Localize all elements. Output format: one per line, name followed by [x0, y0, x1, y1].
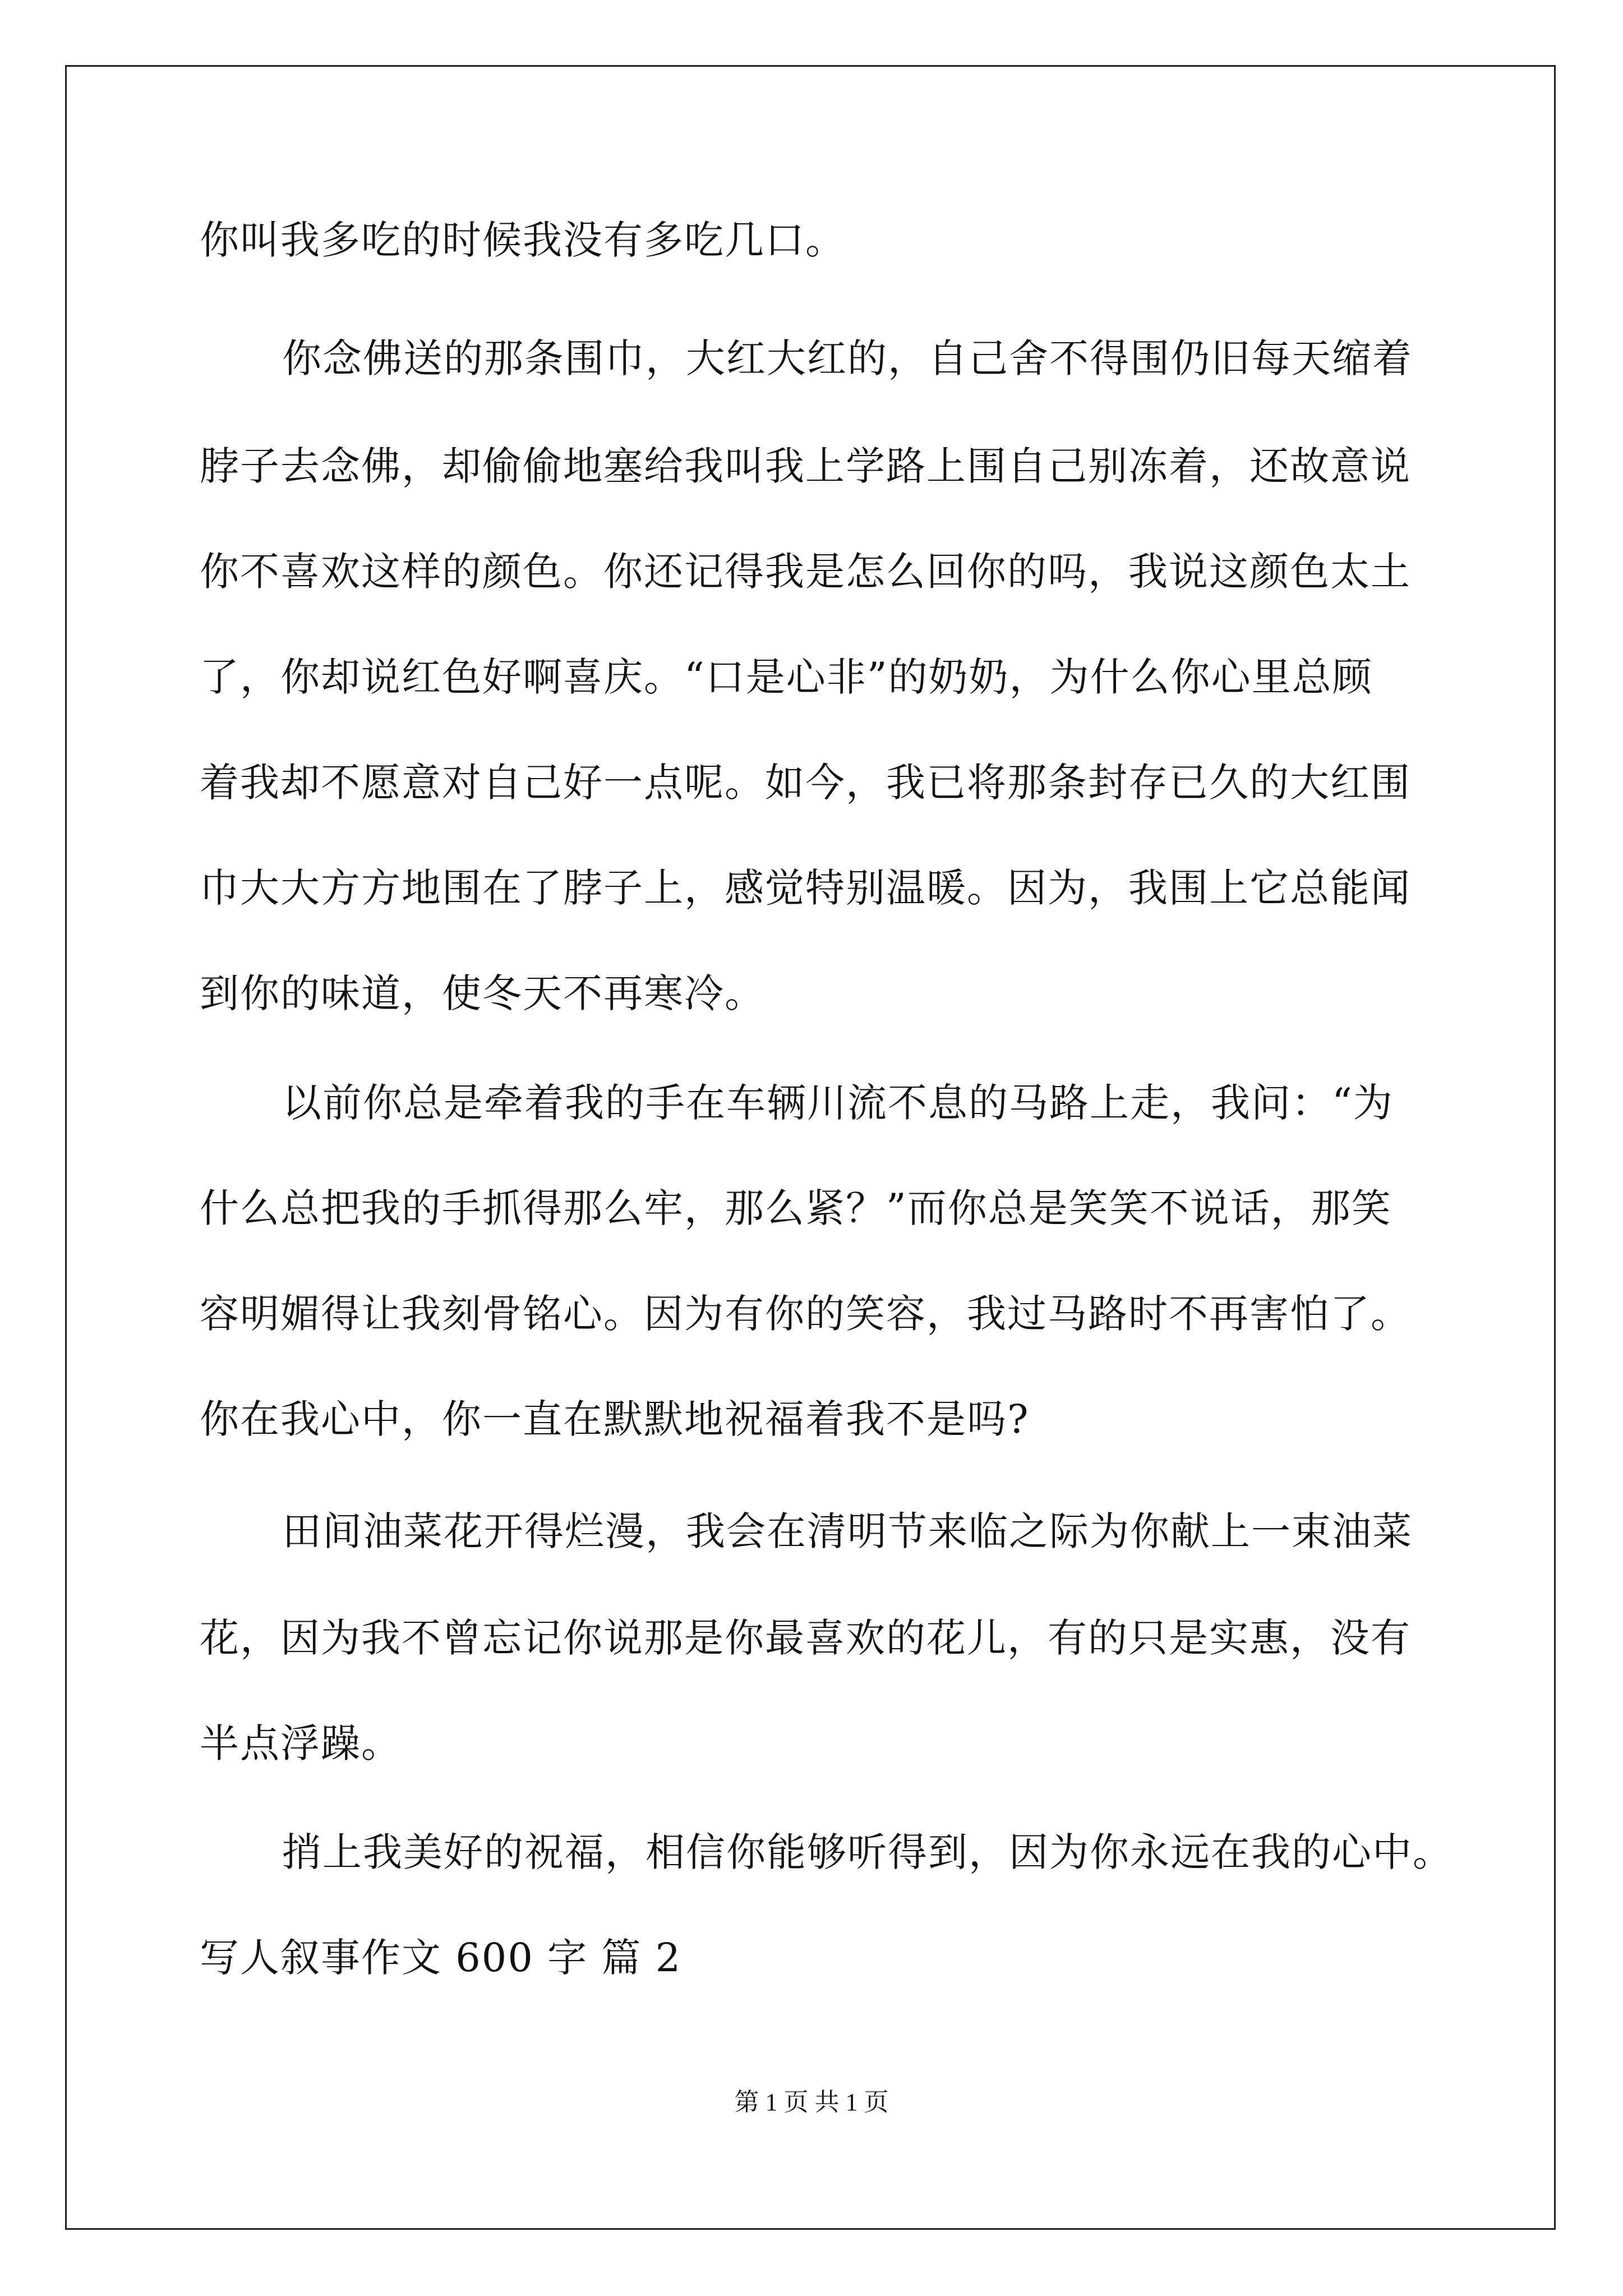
- paragraph-first-line: 以前你总是牵着我的手在车辆川流不息的马路上走，我问：“为: [282, 1080, 1394, 1126]
- body-line: 脖子去念佛，却偷偷地塞给我叫我上学路上围自己别冻着，还故意说: [200, 443, 1411, 489]
- body-line: 到你的味道，使冬天不再寒冷。: [200, 970, 765, 1016]
- body-line: 什么总把我的手抓得那么牢，那么紧？”而你总是笑笑不说话，那笑: [200, 1185, 1392, 1231]
- body-line: 容明媚得让我刻骨铭心。因为有你的笑容，我过马路时不再害怕了。: [200, 1291, 1411, 1337]
- page-border: [65, 65, 1556, 2230]
- section-heading: 写人叙事作文 600 字 篇 2: [200, 1935, 682, 1981]
- body-line: 了，你却说红色好啊喜庆。“口是心非”的奶奶，为什么你心里总顾: [200, 654, 1373, 700]
- page-number-footer: 第 1 页 共 1 页: [734, 2088, 889, 2116]
- paragraph-first-line: 你念佛送的那条围巾，大红大红的，自己舍不得围仍旧每天缩着: [282, 335, 1413, 381]
- paragraph-first-line: 田间油菜花开得烂漫，我会在清明节来临之际为你献上一束油菜: [282, 1508, 1413, 1554]
- body-line: 你不喜欢这样的颜色。你还记得我是怎么回你的吗，我说这颜色太土: [200, 549, 1411, 595]
- body-line: 你叫我多吃的时候我没有多吃几口。: [200, 217, 846, 263]
- body-line: 着我却不愿意对自己好一点呢。如今，我已将那条封存已久的大红围: [200, 760, 1411, 806]
- body-line: 半点浮躁。: [200, 1720, 402, 1766]
- body-line: 你在我心中，你一直在默默地祝福着我不是吗?: [200, 1396, 1030, 1442]
- body-line: 巾大大方方地围在了脖子上，感觉特别温暖。因为，我围上它总能闻: [200, 865, 1411, 911]
- paragraph-first-line: 捎上我美好的祝福，相信你能够听得到，因为你永远在我的心中。: [282, 1829, 1453, 1875]
- body-line: 花，因为我不曾忘记你说那是你最喜欢的花儿，有的只是实惠，没有: [200, 1615, 1411, 1661]
